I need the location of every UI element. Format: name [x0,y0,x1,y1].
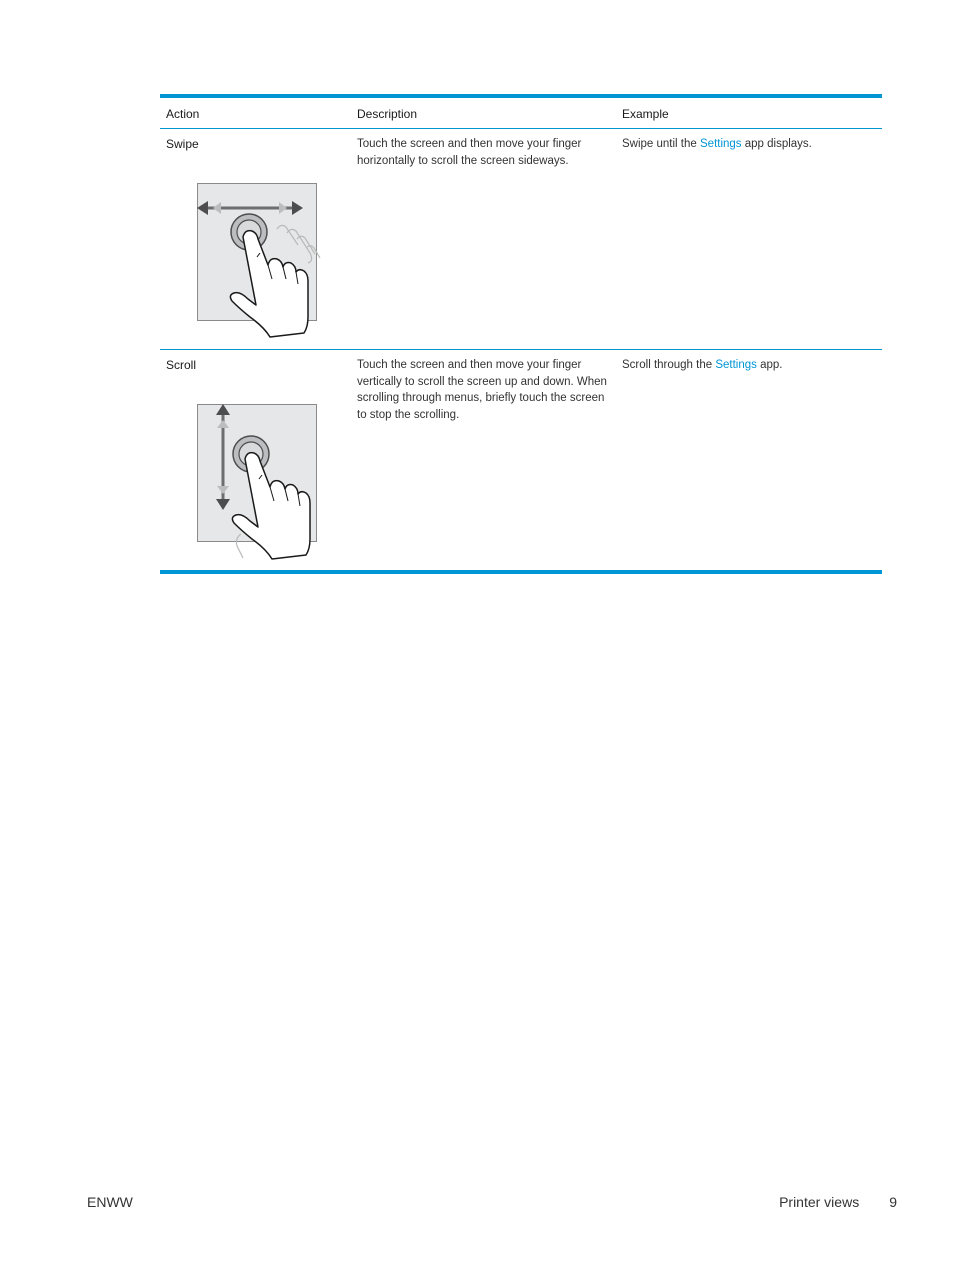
footer-enww: ENWW [87,1194,133,1210]
swipe-hand-icon [191,177,341,339]
header-description: Description [351,96,616,129]
page-number: 9 [889,1194,897,1210]
gesture-table [160,94,882,574]
table-row-swipe [160,129,882,350]
description-cell-scroll: Touch the screen and then move your finger vertically to scroll the screen up and down. When scrolling through menus, briefly touch the screen to stop the scrolling. [357,359,607,421]
example-text-swipe-end: app displays. [741,138,812,150]
header-example: Example [616,96,882,129]
example-text-scroll: Scroll through the [622,359,716,371]
vertical-scroll-gesture-icon [191,398,341,560]
settings-link-scroll[interactable]: Settings [715,359,757,371]
description-cell-swipe: Touch the screen and then move your finger horizontally to scroll the screen sideways. [351,129,616,350]
header-action: Action [160,96,351,129]
table-header-row [160,96,882,129]
horizontal-swipe-gesture-icon [191,177,341,339]
example-text-scroll-end: app. [756,359,783,371]
action-cell-scroll [160,350,351,573]
gesture-table-container [160,94,882,574]
example-text-swipe: Swipe until the [622,138,700,150]
footer-section-title: Printer views [779,1194,860,1210]
action-cell-swipe [160,129,351,350]
footer-right [779,1194,897,1210]
scroll-hand-icon [191,398,341,560]
action-label-scroll: Scroll [166,358,197,372]
action-label-swipe: Swipe [166,137,199,151]
table-row-scroll [160,350,882,573]
settings-link-swipe[interactable]: Settings [700,138,742,150]
example-cell-swipe [616,129,882,350]
example-cell-scroll [616,350,882,573]
